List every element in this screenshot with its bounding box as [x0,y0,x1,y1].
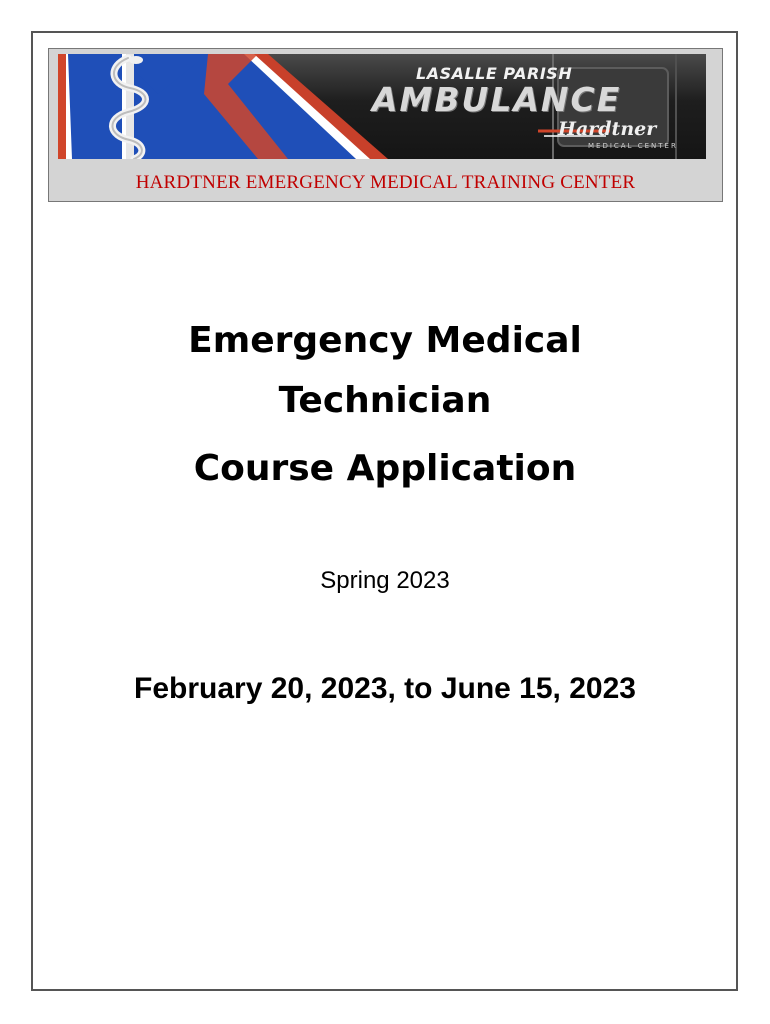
banner-line-1: LASALLE PARISH [416,64,573,83]
course-dates: February 20, 2023, to June 15, 2023 [134,672,636,705]
semester: Spring 2023 [320,567,450,594]
banner-brand-sub: MEDICAL CENTER [588,142,678,150]
title-line-1: Emergency Medical [188,320,582,361]
title-line-3: Course Application [193,448,577,489]
header-caption: HARDTNER EMERGENCY MEDICAL TRAINING CENTER [135,172,636,193]
banner-line-2: AMBULANCE [372,80,622,119]
header-box [48,48,723,202]
title-line-2: Technician [278,380,492,421]
ambulance-banner [58,54,706,159]
hardtner-logo-icon: Hardtner [558,118,657,140]
